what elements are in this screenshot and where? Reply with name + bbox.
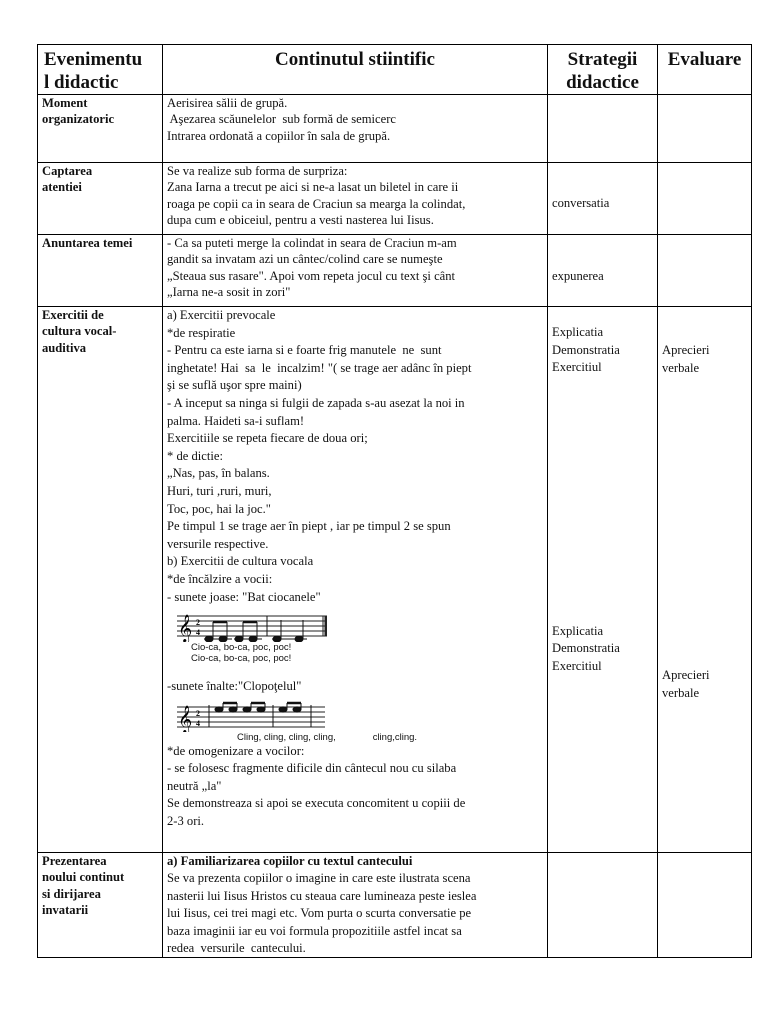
event-text: noului continut bbox=[42, 870, 125, 885]
event-cell bbox=[38, 95, 163, 163]
content-line: roaga pe copii ca in seara de Craciun sa mearga la colindat, bbox=[167, 196, 466, 211]
content-line: „Steaua sus rasare". Apoi vom repeta jocul cu text şi cânt bbox=[167, 268, 456, 283]
content-line: Toc, poc, hai la joc." bbox=[167, 501, 271, 516]
evaluation-cell bbox=[658, 163, 752, 235]
header-strategy-line: didactice bbox=[566, 72, 639, 93]
strategy-cell bbox=[548, 307, 658, 853]
content-line: gandit sa invatam azi un cântec/colind care se numeşte bbox=[167, 252, 443, 267]
strategy-text: Explicatia bbox=[552, 623, 604, 638]
table-row bbox=[38, 235, 752, 307]
content-line: versurile respective. bbox=[167, 536, 269, 551]
content-line: dupa cum e obiceiul, pentru a vesti nasterea lui Iisus. bbox=[167, 212, 434, 227]
content-line: - A inceput sa ninga si fulgii de zapada s-au asezat la noi in bbox=[167, 395, 465, 410]
content-line: *de omogenizare a vocilor: bbox=[167, 743, 305, 758]
content-cell bbox=[163, 235, 548, 307]
strategy-cell bbox=[548, 163, 658, 235]
content-line: neutră „la" bbox=[167, 778, 222, 793]
content-line: baza imaginii iar eu voi formula propozitiile astfel incat sa bbox=[167, 923, 462, 938]
strategy-cell bbox=[548, 853, 658, 958]
content-line: redea versurile cantecului. bbox=[167, 941, 306, 956]
content-line: nasterii lui Iisus Hristos cu steaua care lumineaza peste ieslea bbox=[167, 888, 477, 903]
evaluation-cell bbox=[658, 95, 752, 163]
header-evaluation: Evaluare bbox=[658, 45, 752, 95]
content-line: * de dictie: bbox=[167, 448, 223, 463]
content-line: inghetate! Hai sa le incalzim! "( se trage aer adânc în piept bbox=[167, 360, 472, 375]
content-line: a) Exercitii prevocale bbox=[167, 308, 276, 322]
event-text: Anuntarea temei bbox=[42, 236, 133, 250]
content-line: Aşezarea scăunelelor sub formă de semicerc bbox=[167, 112, 397, 127]
table-row bbox=[38, 853, 752, 958]
strategy-text: Exercitiul bbox=[552, 360, 602, 375]
event-text: invatarii bbox=[42, 902, 89, 917]
header-strategy-line: Strategii bbox=[567, 49, 638, 70]
table-row bbox=[38, 163, 752, 235]
content-line: Zana Iarna a trecut pe aici si ne-a lasat un biletel in care ii bbox=[167, 180, 459, 195]
strategy-text: Demonstratia bbox=[552, 342, 620, 357]
content-cell bbox=[163, 853, 548, 958]
event-text: auditiva bbox=[42, 340, 87, 355]
event-text: Exercitii de bbox=[42, 308, 104, 322]
table-row bbox=[38, 307, 752, 853]
event-text: si dirijarea bbox=[42, 886, 101, 901]
event-text: organizatoric bbox=[42, 112, 115, 127]
evaluation-text: verbale bbox=[662, 360, 700, 375]
event-text: Captarea bbox=[42, 164, 93, 178]
header-row bbox=[38, 45, 752, 95]
content-cell bbox=[163, 163, 548, 235]
content-line: Pe timpul 1 se trage aer în piept , iar pe timpul 2 se spun bbox=[167, 519, 451, 534]
header-event bbox=[38, 45, 163, 95]
content-line: 2-3 ori. bbox=[167, 814, 205, 829]
content-line: - se folosesc fragmente dificile din cântecul nou cu silaba bbox=[167, 761, 457, 776]
lyrics-low: Cio-ca, bo-ca, poc, poc! bbox=[191, 642, 292, 654]
header-strategy bbox=[548, 45, 658, 95]
content-line: Se va realize sub forma de surpriza: bbox=[167, 164, 348, 178]
header-content: Continutul stiintific bbox=[163, 45, 548, 95]
content-line: - Ca sa puteti merge la colindat in seara de Craciun m-am bbox=[167, 236, 457, 250]
content-line: Se va prezenta copiilor o imagine in care este ilustrata scena bbox=[167, 871, 471, 886]
evaluation-text: Aprecieri bbox=[662, 668, 710, 683]
content-line: Aerisirea sălii de grupă. bbox=[167, 96, 288, 110]
lyrics-high: Cling, cling, cling, cling, cling,cling. bbox=[237, 731, 418, 743]
evaluation-cell bbox=[658, 307, 752, 853]
strategy-text: Explicatia bbox=[552, 325, 604, 339]
treble-clef-icon: 𝄞 bbox=[178, 614, 193, 643]
content-line: b) Exercitii de cultura vocala bbox=[167, 554, 314, 569]
table-row bbox=[38, 95, 752, 163]
content-line: şi se suflă uşor spre maini) bbox=[167, 378, 302, 393]
evaluation-cell bbox=[658, 235, 752, 307]
content-line: palma. Haideti sa-i suflam! bbox=[167, 413, 305, 428]
event-cell bbox=[38, 853, 163, 958]
evaluation-text: Aprecieri bbox=[662, 343, 710, 357]
event-text: Prezentarea bbox=[42, 854, 107, 868]
content-line: - Pentru ca este iarna si e foarte frig manutele ne sunt bbox=[167, 343, 442, 358]
content-line: „Nas, pas, în balans. bbox=[167, 466, 270, 481]
music-staff-high bbox=[177, 700, 325, 732]
svg-text:2: 2 bbox=[196, 708, 200, 718]
content-line: lui Iisus, cei trei magi etc. Vom purta o scurta conversatie pe bbox=[167, 906, 472, 921]
evaluation-text: verbale bbox=[662, 685, 700, 700]
music-notation-low bbox=[177, 610, 327, 642]
evaluation-cell bbox=[658, 853, 752, 958]
content-line: - sunete joase: "Bat ciocanele" bbox=[167, 589, 321, 604]
header-event-line: l didactic bbox=[44, 72, 119, 93]
strategy-text: Exercitiul bbox=[552, 658, 602, 673]
content-line: -sunete înalte:"Clopoţelul" bbox=[167, 679, 302, 694]
content-line: Se demonstreaza si apoi se executa concomitent u copiii de bbox=[167, 796, 466, 811]
strategy-text: conversatia bbox=[552, 196, 610, 210]
music-staff-low bbox=[177, 610, 327, 642]
content-line: *de respiratie bbox=[167, 325, 236, 340]
strategy-text: expunerea bbox=[552, 269, 604, 283]
content-heading: a) Familiarizarea copiilor cu textul cantecului bbox=[167, 854, 413, 868]
lesson-plan-table bbox=[37, 44, 752, 958]
content-line: Intrarea ordonată a copiilor în sala de grupă. bbox=[167, 128, 391, 143]
strategy-cell bbox=[548, 235, 658, 307]
content-line: „Iarna ne-a sosit in zori" bbox=[167, 284, 291, 299]
treble-clef-icon: 𝄞 bbox=[178, 704, 193, 732]
content-line: Huri, turi ,ruri, muri, bbox=[167, 483, 272, 498]
strategy-cell bbox=[548, 95, 658, 163]
content-line: Exercitiile se repeta fiecare de doua ori; bbox=[167, 431, 368, 446]
content-cell bbox=[163, 307, 548, 853]
music-notation-high bbox=[177, 700, 325, 732]
header-event-line: Evenimentu bbox=[44, 49, 143, 70]
content-cell bbox=[163, 95, 548, 163]
event-cell bbox=[38, 235, 163, 307]
event-cell bbox=[38, 163, 163, 235]
svg-text:2: 2 bbox=[196, 618, 200, 628]
strategy-text: Demonstratia bbox=[552, 641, 620, 656]
event-text: atentiei bbox=[42, 180, 82, 195]
event-cell bbox=[38, 307, 163, 853]
svg-text:4: 4 bbox=[196, 718, 200, 728]
event-text: cultura vocal- bbox=[42, 324, 117, 339]
event-text: Moment bbox=[42, 96, 88, 110]
svg-text:4: 4 bbox=[196, 628, 200, 638]
lyrics-low: Cio-ca, bo-ca, poc, poc! bbox=[191, 653, 292, 665]
content-line: *de încălzire a vocii: bbox=[167, 571, 273, 586]
